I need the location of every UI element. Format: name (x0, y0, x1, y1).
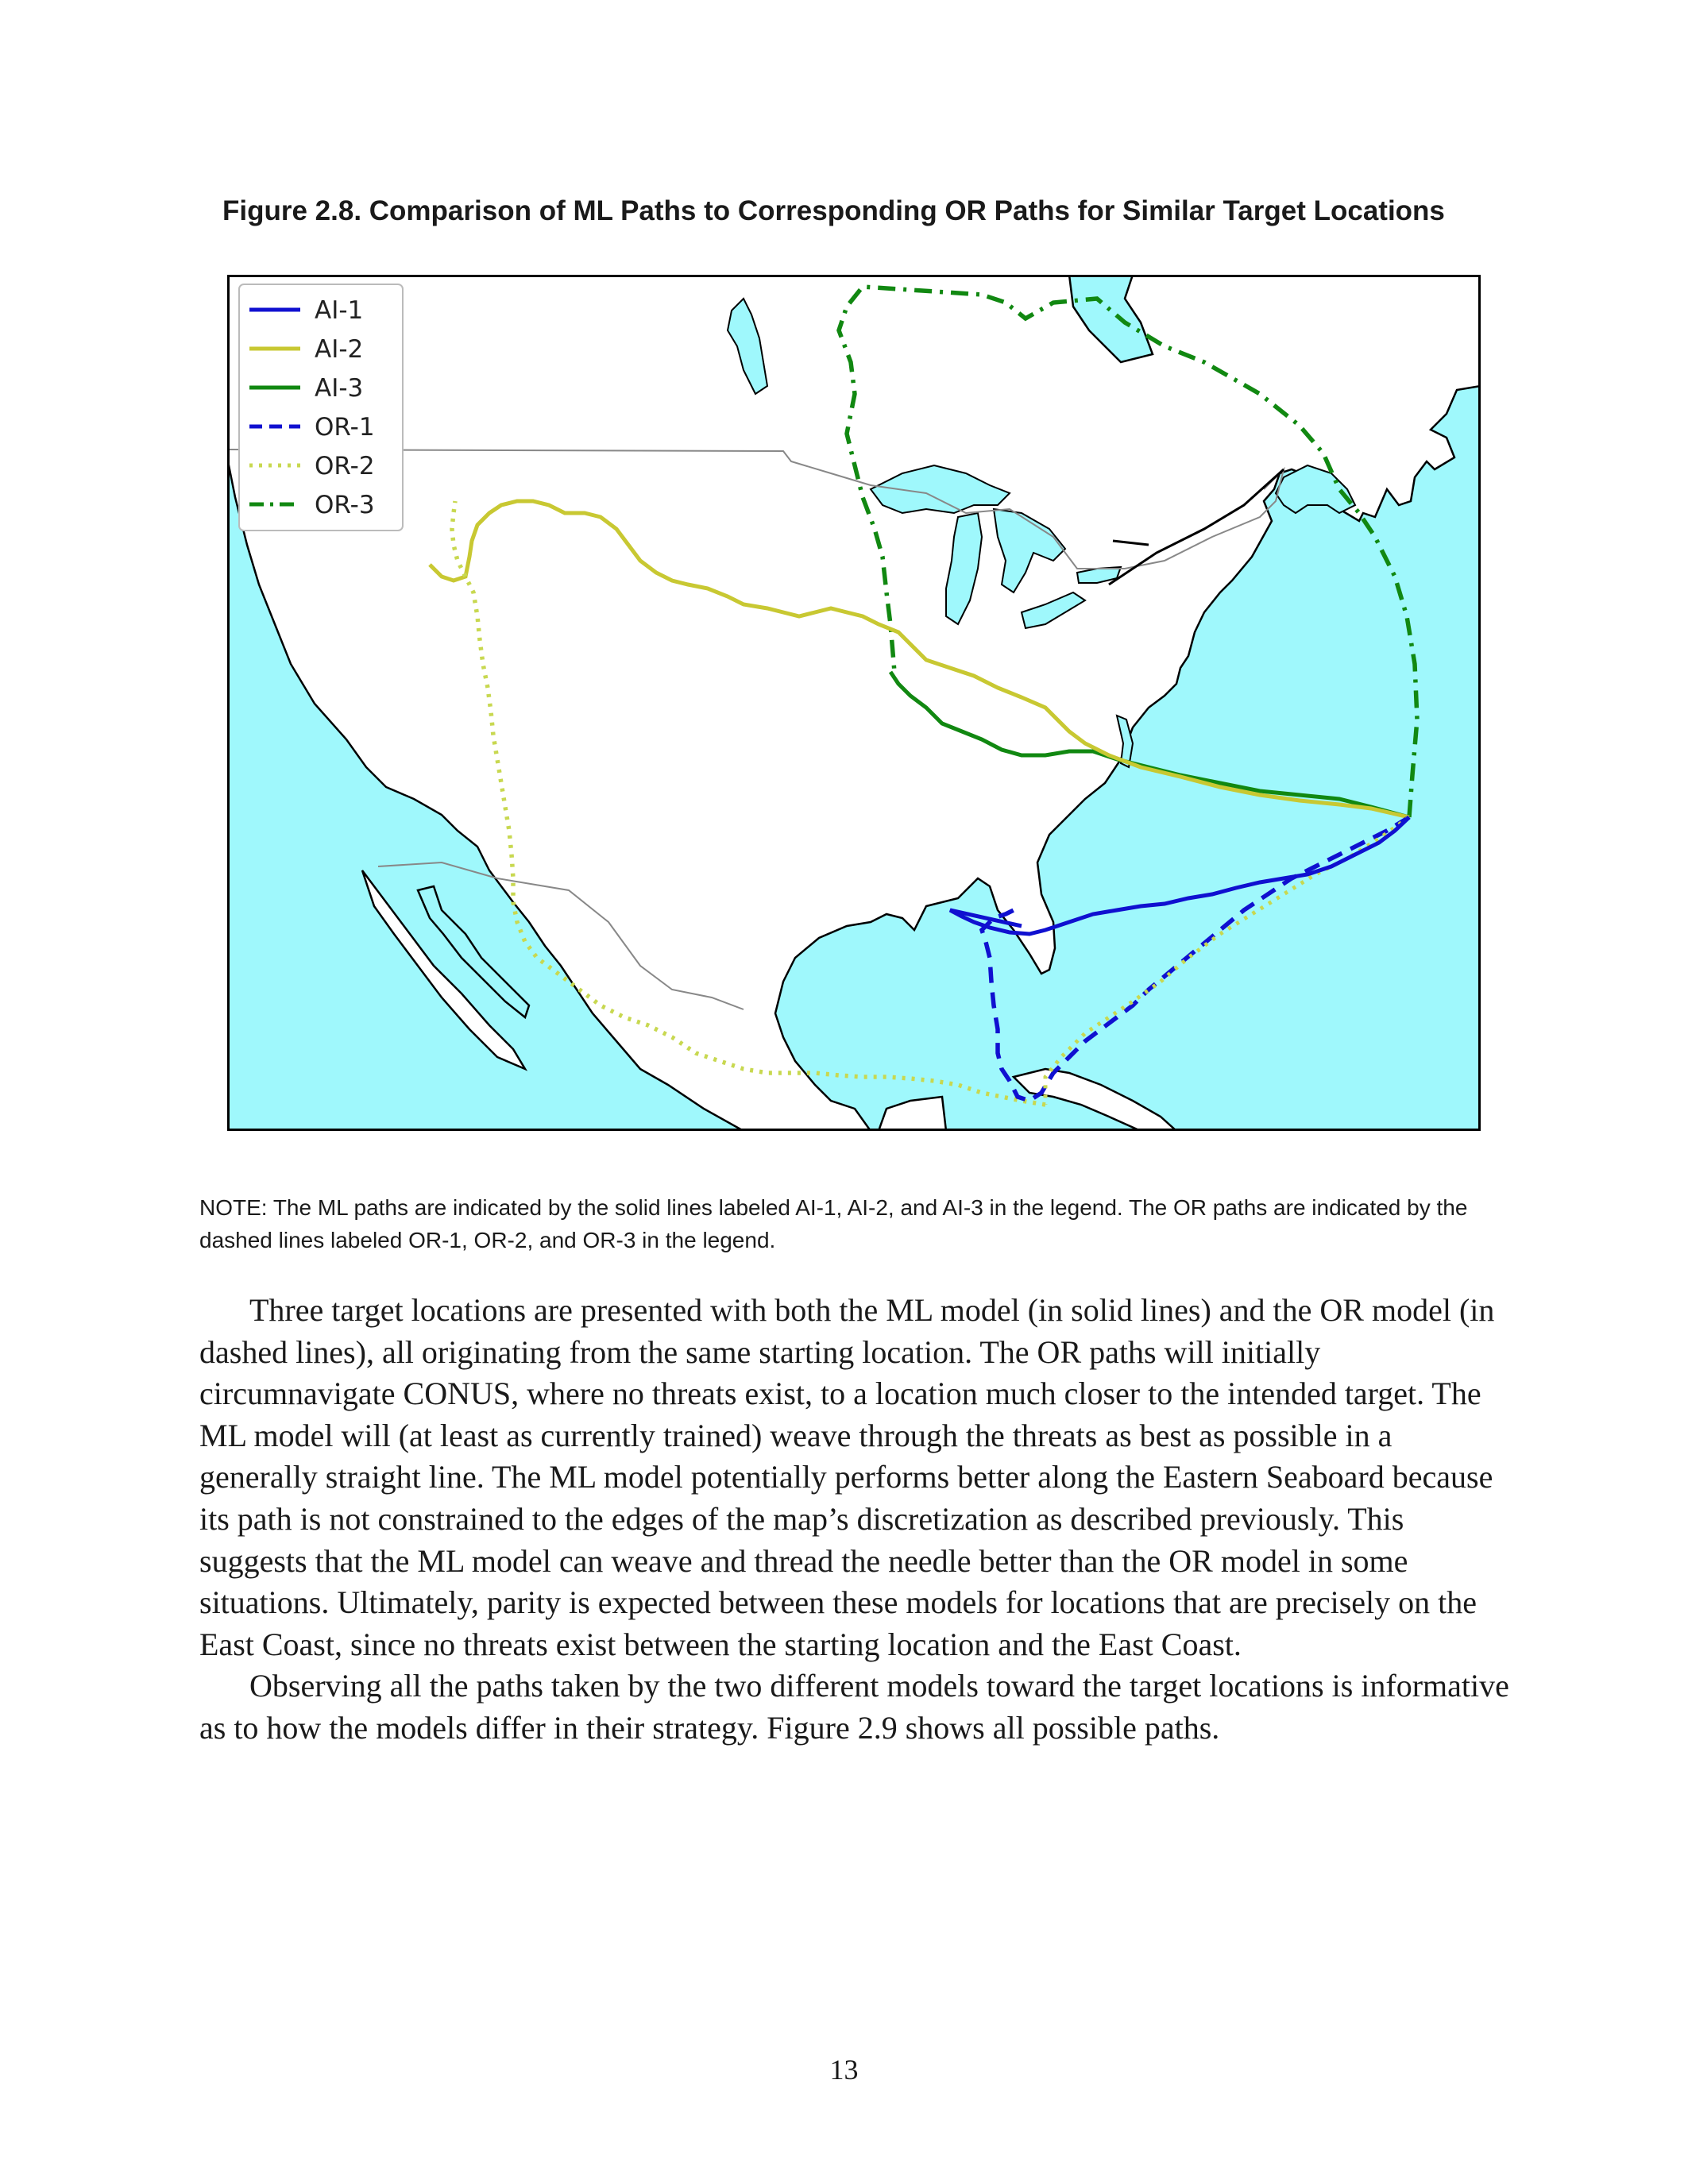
page-number: 13 (829, 2054, 859, 2086)
figure-map (227, 275, 1481, 1131)
legend-label-or-2: OR-2 (315, 452, 375, 480)
legend-label-ai-1: AI-1 (315, 296, 364, 325)
legend-label-ai-3: AI-3 (315, 374, 364, 403)
legend-label-or-1: OR-1 (315, 413, 375, 442)
body-text (199, 1290, 1510, 1750)
paragraph: Three target locations are presented with both the ML model (in solid lines) and the OR model (in dashed lines), all originating from the same starting location. The OR paths will initially circumnavigate CONUS, where no threats exist, to a location much closer to the intended target. The ML model will (at least as currently trained) weave through the threats as best as possible in a generally straight line. The ML model potentially performs better along the Eastern Seaboard because its path is not constrained to the edges of the map’s discretization as described previously. This suggests that the ML model can weave and thread the needle better than the OR model in some situations. Ultimately, parity is expected between these models for locations that are precisely on the East Coast, since no threats exist between the starting location and the East Coast. (199, 1292, 1495, 1662)
figure-title: Figure 2.8. Comparison of ML Paths to Corresponding OR Paths for Similar Target Locations (222, 195, 1445, 226)
figure-note: NOTE: The ML paths are indicated by the solid lines labeled AI-1, AI-2, and AI-3 in the legend. The OR paths are indicated by the dashed lines labeled OR-1, OR-2, and OR-3 in the legend. (199, 1195, 1468, 1252)
legend-label-or-3: OR-3 (315, 491, 375, 519)
legend (239, 284, 403, 531)
paragraph: Observing all the paths taken by the two different models toward the target locations is informative as to how the models differ in their strategy. Figure 2.9 shows all possible paths. (199, 1668, 1509, 1746)
legend-label-ai-2: AI-2 (315, 335, 364, 364)
